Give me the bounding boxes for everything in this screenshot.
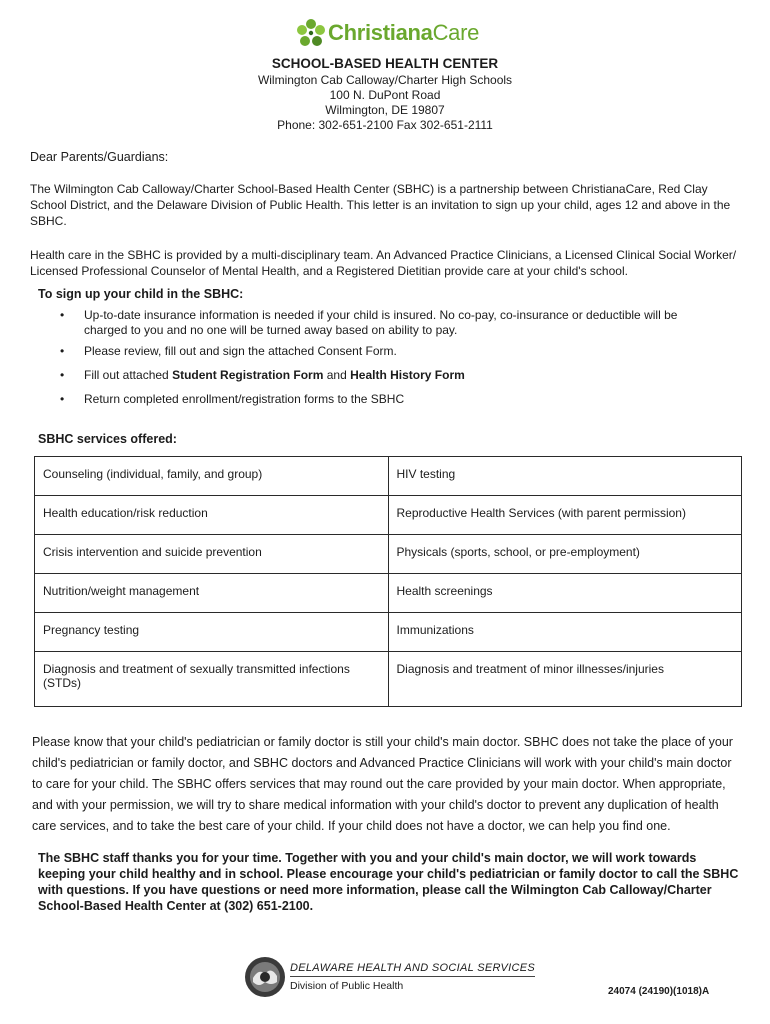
table-cell: Nutrition/weight management <box>35 574 389 613</box>
delaware-seal-icon <box>244 956 286 998</box>
student-registration-form-label: Student Registration Form <box>172 368 324 382</box>
form-number: 24074 (24190)(1018)A <box>608 986 710 997</box>
signup-heading: To sign up your child in the SBHC: <box>38 287 244 301</box>
step-3-prefix: Fill out attached <box>84 368 173 382</box>
address-line-1: Wilmington Cab Calloway/Charter High Schools <box>257 73 513 87</box>
doctor-note-paragraph: Please know that your child's pediatrician or family doctor is still your child's main doctor. SBHC does not take the place of your child's pediatrician or family doctor, and SBHC doctors and Advanced Practice Clinicians will work with your child's main doctor to care for your child. The SBHC offers services that may round out the care provided by your main doctor. When appropriate, and with your permission, we will try to share medical information with your child's doctor to prevent any duplication of health care services, and to take the best care of your child. If your child does not have a doctor, we can help you find one. <box>32 735 733 833</box>
table-cell: HIV testing <box>388 457 742 496</box>
address-line-2: 100 N. DuPont Road <box>329 88 441 102</box>
health-history-form-label: Health History Form <box>350 368 465 382</box>
christianacare-flower-icon <box>296 18 326 48</box>
closing-paragraph: The SBHC staff thanks you for your time. Together with you and your child's main doctor, we will work towards keeping your child healthy and in school. Please encourage your child's pediatrician or family doctor to call the SBHC with questions. If you have questions or need more information, please call the Wilmington Cab Calloway/Charter School-Based Health Center at (302) 651-2100. <box>38 851 739 913</box>
christianacare-logo <box>296 18 479 48</box>
table-cell: Pregnancy testing <box>35 613 389 652</box>
greeting: Dear Parents/Guardians: <box>30 150 169 164</box>
table-row <box>35 457 742 496</box>
dhss-logo <box>244 956 535 998</box>
table-row <box>35 535 742 574</box>
services-table <box>34 456 742 707</box>
address-line-3: Wilmington, DE 19807 <box>325 103 445 117</box>
table-cell: Diagnosis and treatment of minor illnesses/injuries <box>388 652 742 707</box>
signup-steps-list <box>60 308 710 407</box>
dhss-name: DELAWARE HEALTH AND SOCIAL SERVICES <box>290 962 535 977</box>
list-item <box>60 308 710 338</box>
step-4-text: Return completed enrollment/registration forms to the SBHC <box>84 392 405 406</box>
step-2-text: Please review, fill out and sign the attached Consent Form. <box>84 344 397 358</box>
division-name: Division of Public Health <box>290 980 404 992</box>
step-1-text: Up-to-date insurance information is needed if your child is insured. No co-pay, co-insurance or deductible will be charged to you and no one will be turned away based on ability to pay. <box>84 308 678 337</box>
list-item <box>60 344 710 359</box>
table-cell: Health screenings <box>388 574 742 613</box>
services-heading: SBHC services offered: <box>38 432 177 446</box>
table-row <box>35 496 742 535</box>
logo-name-part2: Care <box>432 20 480 45</box>
logo-name-part1: Christiana <box>328 20 433 45</box>
step-3-and: and <box>323 368 351 382</box>
table-row <box>35 652 742 707</box>
list-item <box>60 392 710 407</box>
table-row <box>35 613 742 652</box>
list-item <box>60 368 710 383</box>
table-cell: Counseling (individual, family, and group) <box>35 457 389 496</box>
logo-wordmark <box>328 22 479 44</box>
page-title: SCHOOL-BASED HEALTH CENTER <box>271 56 499 71</box>
team-paragraph: Health care in the SBHC is provided by a multi-disciplinary team. An Advanced Practice Clinicians, a Licensed Clinical Social Worker/ Licensed Professional Counselor of Mental Health, and a Registered Dietitian provide care at your child's school. <box>30 248 737 278</box>
table-cell: Physicals (sports, school, or pre-employment) <box>388 535 742 574</box>
table-row <box>35 574 742 613</box>
table-cell: Crisis intervention and suicide prevention <box>35 535 389 574</box>
table-cell: Diagnosis and treatment of sexually transmitted infections (STDs) <box>35 652 389 707</box>
contact-line: Phone: 302-651-2100 Fax 302-651-2111 <box>277 118 493 132</box>
intro-paragraph: The Wilmington Cab Calloway/Charter School-Based Health Center (SBHC) is a partnership between ChristianaCare, Red Clay School District, and the Delaware Division of Public Health. This letter is an invitation to sign up your child, ages 12 and above in the SBHC. <box>30 182 731 228</box>
table-cell: Health education/risk reduction <box>35 496 389 535</box>
table-cell: Reproductive Health Services (with parent permission) <box>388 496 742 535</box>
letterhead <box>0 56 770 133</box>
table-cell: Immunizations <box>388 613 742 652</box>
